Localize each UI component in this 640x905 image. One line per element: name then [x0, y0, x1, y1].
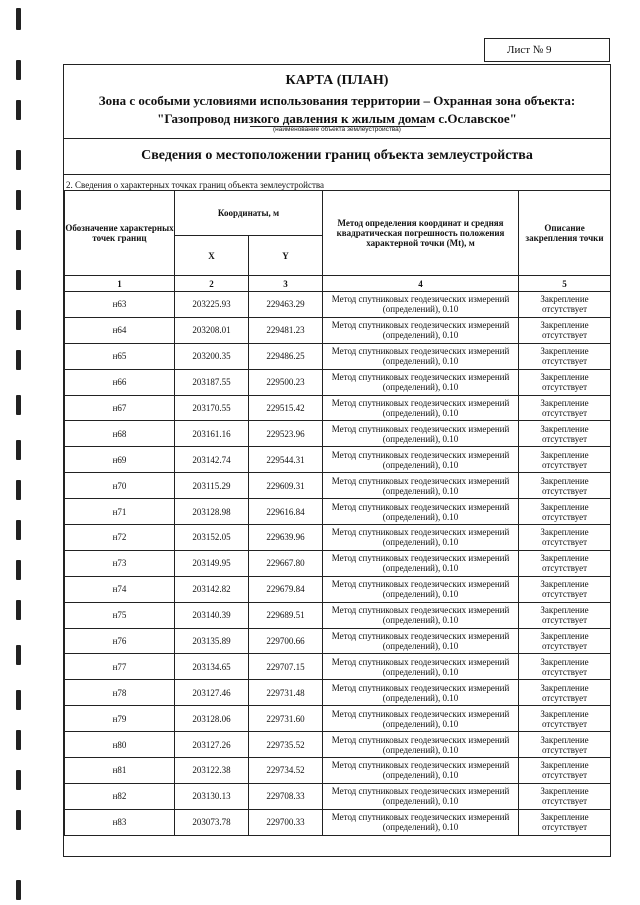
method-cell: Метод спутниковых геодезических измерений (определений), 0.10 [323, 758, 519, 784]
coordinate-x: 203149.95 [175, 550, 249, 576]
coordinate-x: 203142.74 [175, 447, 249, 473]
table-row [65, 447, 611, 473]
coordinate-x: 203200.35 [175, 343, 249, 369]
point-name: н80 [65, 732, 175, 758]
table-row [65, 525, 611, 551]
section-title: Сведения о местоположении границ объекта землеустройства [141, 148, 533, 163]
part-title: 2. Сведения о характерных точках границ объекта землеустройства [66, 180, 325, 190]
description-cell: Закрепление отсутствует [519, 317, 611, 343]
coordinate-y: 229735.52 [249, 732, 323, 758]
table-row [65, 602, 611, 628]
sheet-number-box [484, 38, 610, 62]
point-name: н76 [65, 628, 175, 654]
binding-hole [16, 690, 21, 710]
method-cell: Метод спутниковых геодезических измерений (определений), 0.10 [323, 369, 519, 395]
method-cell: Метод спутниковых геодезических измерений (определений), 0.10 [323, 680, 519, 706]
point-name: н63 [65, 292, 175, 318]
point-name: н73 [65, 550, 175, 576]
coordinate-x: 203127.46 [175, 680, 249, 706]
coordinate-x: 203128.06 [175, 706, 249, 732]
description-cell: Закрепление отсутствует [519, 706, 611, 732]
coordinate-x: 203115.29 [175, 473, 249, 499]
description-cell: Закрепление отсутствует [519, 602, 611, 628]
table-row [65, 343, 611, 369]
table-row [65, 395, 611, 421]
binding-hole [16, 310, 21, 330]
description-cell: Закрепление отсутствует [519, 550, 611, 576]
binding-hole [16, 100, 21, 120]
description-cell: Закрепление отсутствует [519, 369, 611, 395]
coordinate-x: 203142.82 [175, 576, 249, 602]
method-cell: Метод спутниковых геодезических измерений (определений), 0.10 [323, 395, 519, 421]
description-cell: Закрепление отсутствует [519, 809, 611, 835]
table-row [65, 576, 611, 602]
point-name: н71 [65, 499, 175, 525]
method-cell: Метод спутниковых геодезических измерений (определений), 0.10 [323, 343, 519, 369]
coordinate-y: 229734.52 [249, 758, 323, 784]
header-x: X [175, 236, 249, 276]
binding-hole [16, 770, 21, 790]
column-number: 4 [323, 276, 519, 292]
coordinate-x: 203161.16 [175, 421, 249, 447]
table-row [65, 706, 611, 732]
description-cell: Закрепление отсутствует [519, 421, 611, 447]
coordinate-y: 229500.23 [249, 369, 323, 395]
header-method: Метод определения координат и средняя квадратическая погрешность положения характерной точки (Mt), м [323, 191, 519, 276]
table-row [65, 369, 611, 395]
coordinate-x: 203170.55 [175, 395, 249, 421]
table-row [65, 758, 611, 784]
table-row [65, 783, 611, 809]
point-name: н72 [65, 525, 175, 551]
method-cell: Метод спутниковых геодезических измерений (определений), 0.10 [323, 602, 519, 628]
method-cell: Метод спутниковых геодезических измерений (определений), 0.10 [323, 576, 519, 602]
table-row [65, 473, 611, 499]
description-cell: Закрепление отсутствует [519, 758, 611, 784]
point-name: н79 [65, 706, 175, 732]
points-table [64, 190, 611, 836]
table-row [65, 550, 611, 576]
method-cell: Метод спутниковых геодезических измерений (определений), 0.10 [323, 421, 519, 447]
coordinate-x: 203135.89 [175, 628, 249, 654]
binding-hole [16, 520, 21, 540]
method-cell: Метод спутниковых геодезических измерений (определений), 0.10 [323, 628, 519, 654]
header-designation: Обозначение характерных точек границ [65, 191, 175, 276]
table-row [65, 732, 611, 758]
coordinate-y: 229639.96 [249, 525, 323, 551]
method-cell: Метод спутниковых геодезических измерений (определений), 0.10 [323, 525, 519, 551]
binding-hole [16, 560, 21, 580]
method-cell: Метод спутниковых геодезических измерений (определений), 0.10 [323, 654, 519, 680]
column-number: 5 [519, 276, 611, 292]
binding-hole [16, 730, 21, 750]
binding-hole [16, 645, 21, 665]
coordinate-y: 229707.15 [249, 654, 323, 680]
column-number: 2 [175, 276, 249, 292]
point-name: н77 [65, 654, 175, 680]
coordinate-y: 229667.80 [249, 550, 323, 576]
description-cell: Закрепление отсутствует [519, 473, 611, 499]
coordinate-y: 229731.60 [249, 706, 323, 732]
coordinate-y: 229544.31 [249, 447, 323, 473]
description-cell: Закрепление отсутствует [519, 395, 611, 421]
method-cell: Метод спутниковых геодезических измерений (определений), 0.10 [323, 706, 519, 732]
table-row [65, 680, 611, 706]
table-row [65, 421, 611, 447]
coordinate-y: 229689.51 [249, 602, 323, 628]
description-cell: Закрепление отсутствует [519, 525, 611, 551]
coordinate-x: 203134.65 [175, 654, 249, 680]
table-row [65, 499, 611, 525]
coordinate-x: 203225.93 [175, 292, 249, 318]
description-cell: Закрепление отсутствует [519, 343, 611, 369]
method-cell: Метод спутниковых геодезических измерений (определений), 0.10 [323, 317, 519, 343]
point-name: н75 [65, 602, 175, 628]
method-cell: Метод спутниковых геодезических измерений (определений), 0.10 [323, 550, 519, 576]
binding-hole [16, 480, 21, 500]
coordinate-x: 203127.26 [175, 732, 249, 758]
table-row [65, 809, 611, 835]
binding-hole [16, 190, 21, 210]
method-cell: Метод спутниковых геодезических измерений (определений), 0.10 [323, 292, 519, 318]
object-name: "Газопровод низкого давления к жилым домам с.Ославское" [157, 111, 517, 126]
binding-hole [16, 395, 21, 415]
binding-hole [16, 230, 21, 250]
coordinate-y: 229481.23 [249, 317, 323, 343]
point-name: н68 [65, 421, 175, 447]
coordinate-y: 229708.33 [249, 783, 323, 809]
binding-hole [16, 8, 21, 30]
coordinate-y: 229523.96 [249, 421, 323, 447]
point-name: н70 [65, 473, 175, 499]
coordinate-x: 203152.05 [175, 525, 249, 551]
coordinate-x: 203140.39 [175, 602, 249, 628]
coordinate-y: 229486.25 [249, 343, 323, 369]
point-name: н67 [65, 395, 175, 421]
point-name: н83 [65, 809, 175, 835]
point-name: н66 [65, 369, 175, 395]
zone-subtitle: Зона с особыми условиями использования территории – Охранная зона объекта: [98, 93, 576, 108]
description-cell: Закрепление отсутствует [519, 576, 611, 602]
coordinate-y: 229700.33 [249, 809, 323, 835]
method-cell: Метод спутниковых геодезических измерений (определений), 0.10 [323, 732, 519, 758]
coordinate-x: 203130.13 [175, 783, 249, 809]
binding-hole [16, 880, 21, 900]
method-cell: Метод спутниковых геодезических измерений (определений), 0.10 [323, 783, 519, 809]
method-cell: Метод спутниковых геодезических измерений (определений), 0.10 [323, 473, 519, 499]
column-number: 1 [65, 276, 175, 292]
coordinate-x: 203128.98 [175, 499, 249, 525]
description-cell: Закрепление отсутствует [519, 783, 611, 809]
point-name: н81 [65, 758, 175, 784]
coordinate-x: 203073.78 [175, 809, 249, 835]
coordinate-x: 203187.55 [175, 369, 249, 395]
divider [64, 138, 610, 139]
point-name: н82 [65, 783, 175, 809]
coordinate-y: 229515.42 [249, 395, 323, 421]
coordinate-y: 229731.48 [249, 680, 323, 706]
description-cell: Закрепление отсутствует [519, 499, 611, 525]
point-name: н65 [65, 343, 175, 369]
document-frame [63, 64, 611, 857]
coordinate-y: 229700.66 [249, 628, 323, 654]
header-coordinates: Координаты, м [175, 191, 323, 236]
point-name: н69 [65, 447, 175, 473]
binding-hole [16, 600, 21, 620]
description-cell: Закрепление отсутствует [519, 732, 611, 758]
binding-hole [16, 440, 21, 460]
document-title: КАРТА (ПЛАН) [285, 73, 389, 88]
point-name: н78 [65, 680, 175, 706]
method-cell: Метод спутниковых геодезических измерений (определений), 0.10 [323, 447, 519, 473]
coordinate-y: 229463.29 [249, 292, 323, 318]
description-cell: Закрепление отсутствует [519, 680, 611, 706]
table-row [65, 628, 611, 654]
coordinate-y: 229609.31 [249, 473, 323, 499]
method-cell: Метод спутниковых геодезических измерений (определений), 0.10 [323, 809, 519, 835]
coordinate-x: 203208.01 [175, 317, 249, 343]
coordinate-x: 203122.38 [175, 758, 249, 784]
binding-marks [12, 0, 28, 905]
description-cell: Закрепление отсутствует [519, 447, 611, 473]
description-cell: Закрепление отсутствует [519, 654, 611, 680]
method-cell: Метод спутниковых геодезических измерений (определений), 0.10 [323, 499, 519, 525]
binding-hole [16, 350, 21, 370]
binding-hole [16, 810, 21, 830]
header-y: Y [249, 236, 323, 276]
binding-hole [16, 150, 21, 170]
binding-hole [16, 270, 21, 290]
description-cell: Закрепление отсутствует [519, 628, 611, 654]
table-row [65, 317, 611, 343]
coordinate-y: 229616.84 [249, 499, 323, 525]
table-row [65, 654, 611, 680]
table-row [65, 292, 611, 318]
binding-hole [16, 60, 21, 80]
column-number: 3 [249, 276, 323, 292]
description-cell: Закрепление отсутствует [519, 292, 611, 318]
header-description: Описание закрепления точки [519, 191, 611, 276]
object-name-caption: (наименование объекта землеустройства) [273, 126, 401, 133]
sheet-number-label: Лист № 9 [507, 44, 552, 56]
divider [64, 174, 610, 175]
point-name: н74 [65, 576, 175, 602]
coordinate-y: 229679.84 [249, 576, 323, 602]
point-name: н64 [65, 317, 175, 343]
